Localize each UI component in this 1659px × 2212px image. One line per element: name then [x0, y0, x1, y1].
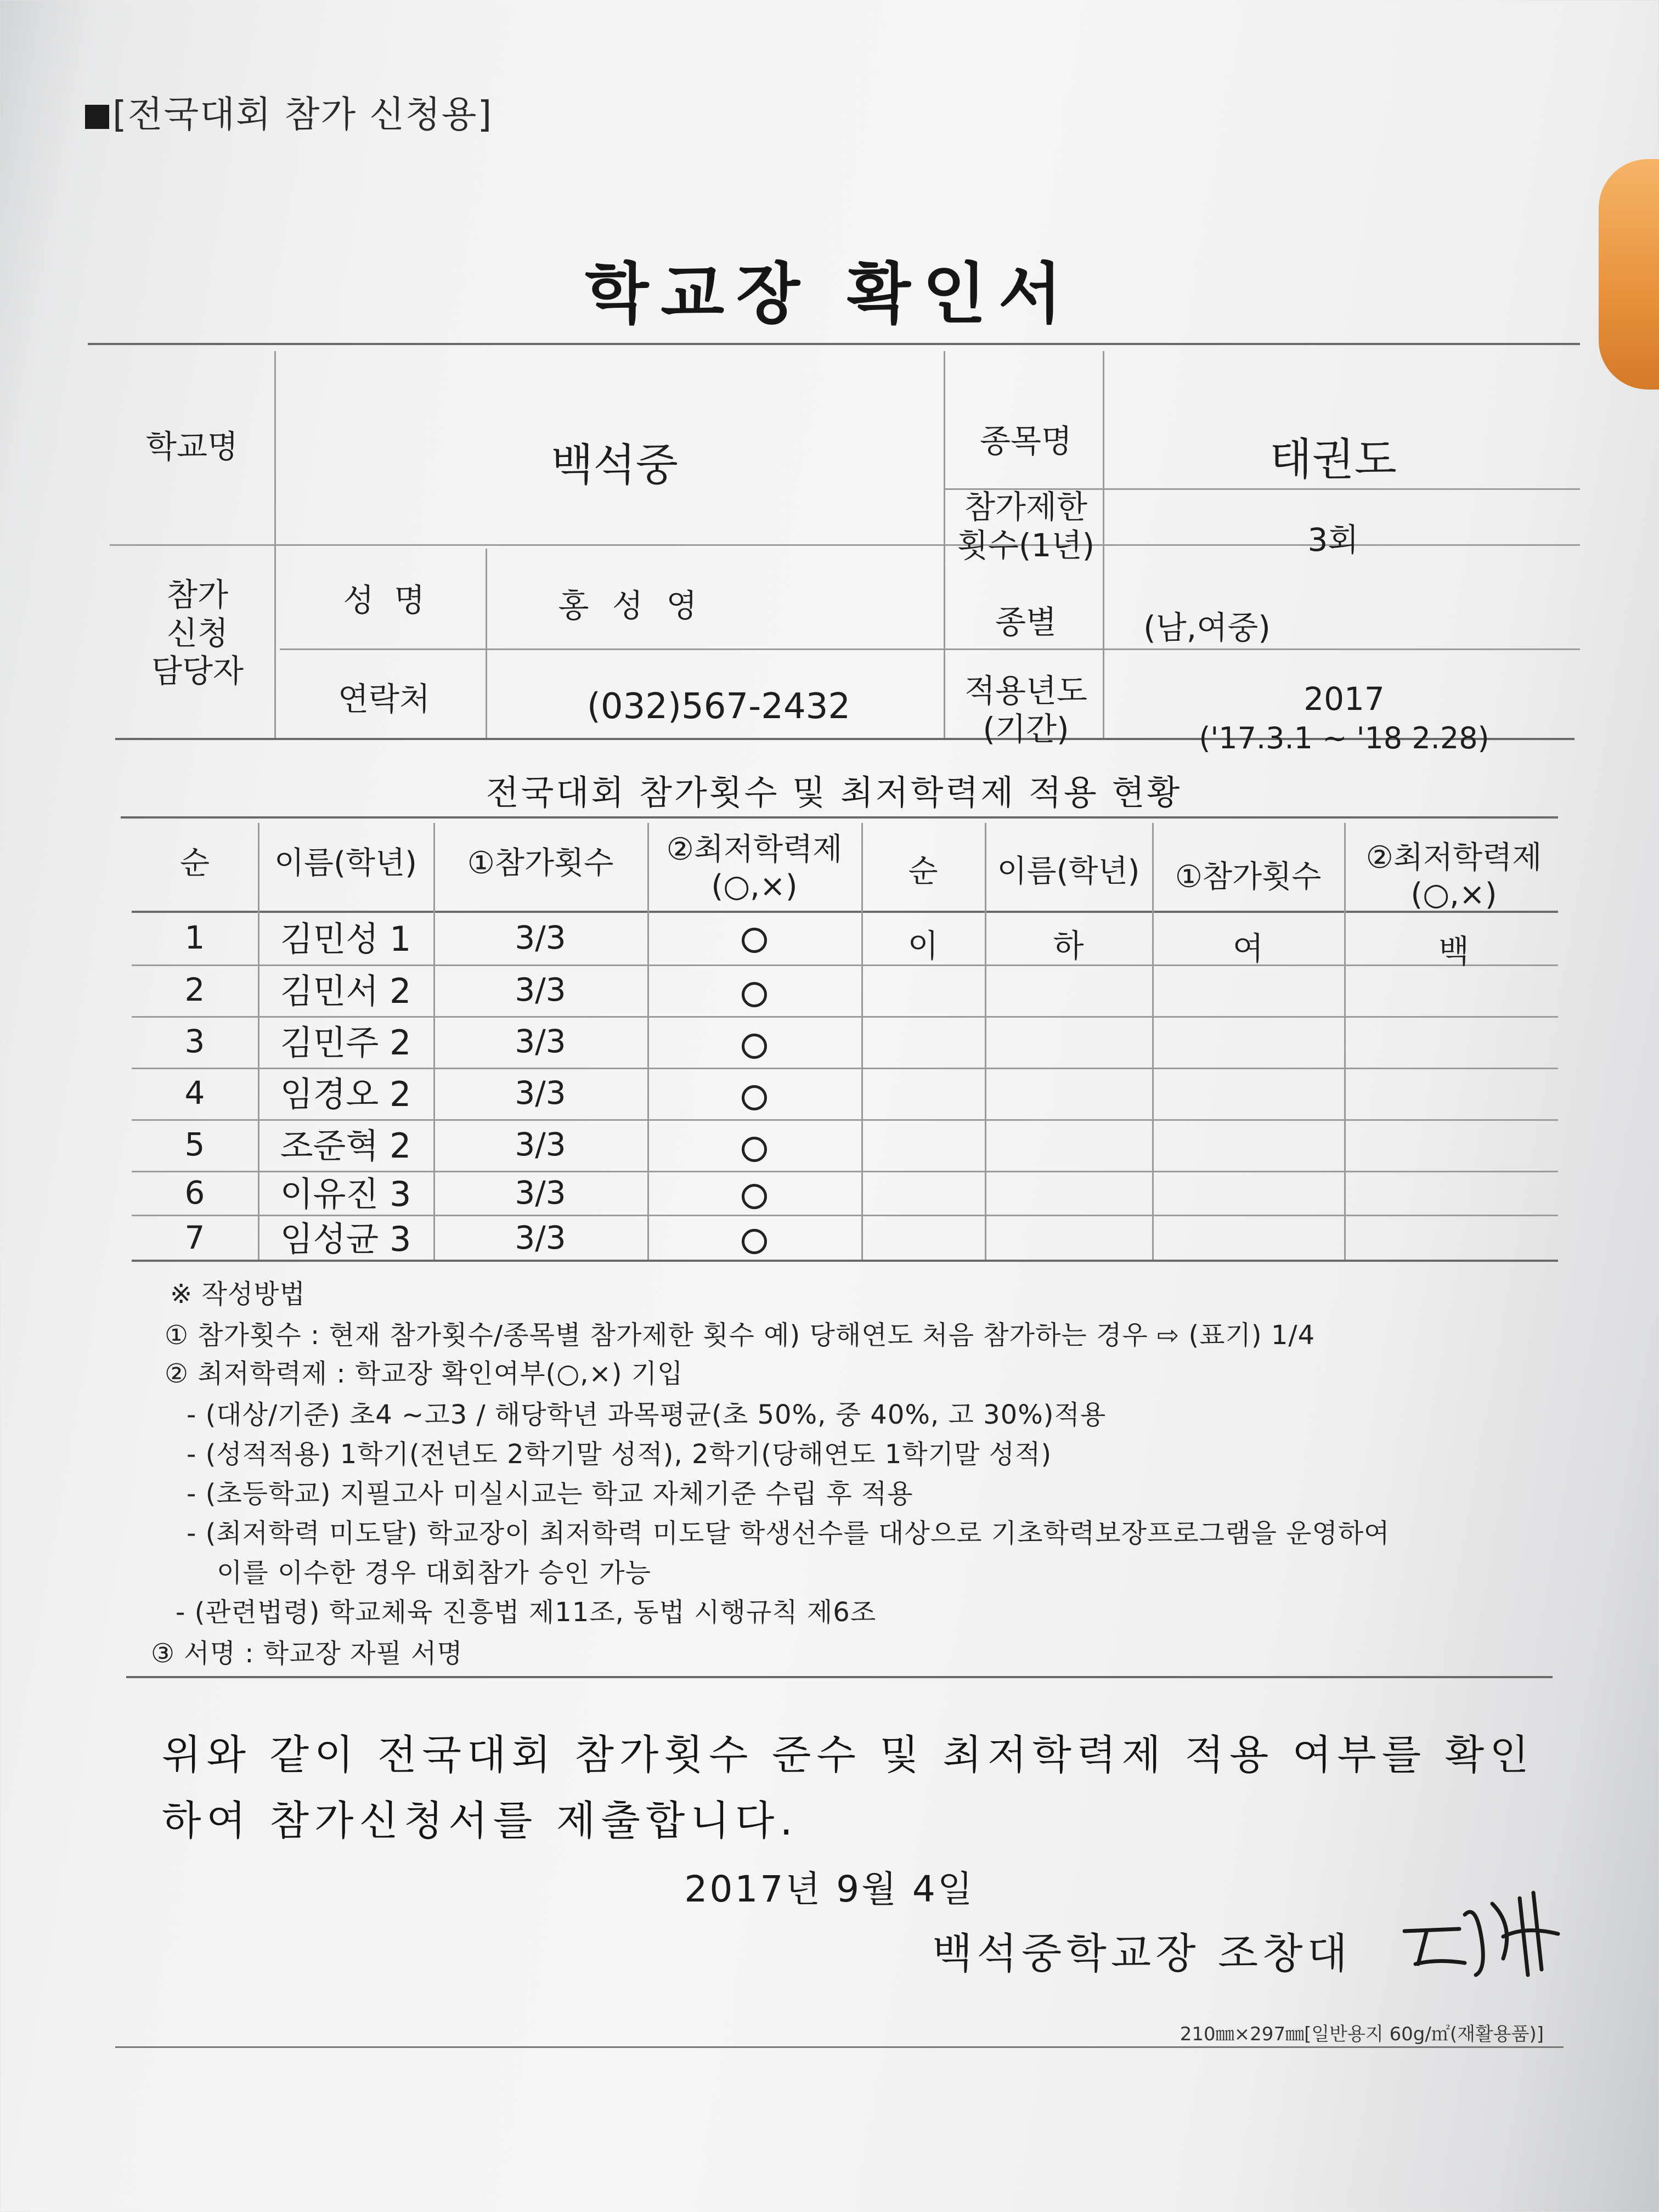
limit-value: 3회 — [1307, 521, 1359, 558]
circle-mark-icon — [742, 928, 767, 953]
row-1-name: 김민성 1 — [280, 919, 411, 959]
row-1-mark — [647, 923, 861, 962]
row-7-count: 3/3 — [515, 1219, 566, 1256]
circle-mark-icon — [742, 1034, 767, 1059]
school-name-label: 학교명 — [145, 428, 239, 465]
circle-mark-icon — [742, 1229, 767, 1254]
row-6-count: 3/3 — [515, 1174, 566, 1211]
footer-paper-note: 210㎜×297㎜[일반용지 60g/㎡(재활용품)] — [1180, 2023, 1544, 2045]
instruction-line: - (대상/기준) 초4 ~고3 / 해당학년 과목평균(초 50%, 중 40%, 고 30%)적용 — [187, 1400, 1107, 1430]
row-5-mark — [647, 1132, 861, 1171]
right-row-1-mark: 백 — [1438, 933, 1470, 970]
header-no-right: 순 — [908, 854, 938, 889]
school-name-value: 백석중 — [551, 439, 678, 490]
circle-mark-icon — [742, 1137, 767, 1162]
row-6-mark — [647, 1180, 861, 1218]
contact-person-label: 참가 신청 담당자 — [151, 576, 244, 690]
instructions-heading: ※ 작성방법 — [170, 1279, 306, 1310]
instruction-line: - (성적적용) 1학기(전년도 2학기말 성적), 2학기(당해연도 1학기말 성적) — [187, 1439, 1052, 1470]
row-7-name: 임성균 3 — [280, 1219, 411, 1259]
instruction-line: ③ 서명 : 학교장 자필 서명 — [151, 1638, 463, 1669]
right-row-1-count: 여 — [1232, 930, 1264, 967]
circle-mark-icon — [742, 1085, 767, 1110]
limit-label: 참가제한 횟수(1년) — [957, 488, 1095, 564]
row-5-no: 5 — [184, 1126, 205, 1163]
row-2-no: 2 — [184, 971, 205, 1008]
row-3-name: 김민주 2 — [280, 1023, 411, 1063]
row-5-count: 3/3 — [515, 1126, 566, 1163]
row-4-mark — [647, 1081, 861, 1119]
square-bullet-icon — [85, 105, 109, 129]
table-border — [1103, 351, 1104, 738]
row-6-no: 6 — [184, 1174, 205, 1211]
section-title: 전국대회 참가횟수 및 최저학력제 적용 현황 — [486, 772, 1182, 812]
declaration-line: 하여 참가신청서를 제출합니다. — [162, 1797, 798, 1844]
phone-label: 연락처 — [337, 680, 431, 718]
row-1-count: 3/3 — [515, 919, 566, 956]
row-3-count: 3/3 — [515, 1023, 566, 1060]
gender-value: (남,여중) — [1143, 609, 1271, 646]
table-border — [121, 816, 1558, 819]
name-label: 성 명 — [343, 582, 425, 619]
right-row-1-name: 하 — [1053, 927, 1084, 964]
instruction-line: - (관련법령) 학교체육 진흥법 제11조, 동법 시행규칙 제6조 — [176, 1597, 877, 1628]
gender-label: 종별 — [995, 603, 1057, 641]
row-4-name: 임경오 2 — [280, 1074, 411, 1114]
header-count: ①참가횟수 — [467, 845, 614, 881]
row-3-mark — [647, 1029, 861, 1068]
row-3-no: 3 — [184, 1023, 205, 1060]
right-row-1-no: 이 — [907, 927, 939, 964]
header-no: 순 — [179, 845, 210, 881]
row-1-no: 1 — [184, 919, 205, 956]
instruction-line: - (초등학교) 지필고사 미실시교는 학교 자체기준 수립 후 적용 — [187, 1479, 913, 1509]
row-4-no: 4 — [184, 1074, 205, 1111]
sport-value: 태권도 — [1269, 434, 1397, 485]
document-date: 2017년 9월 4일 — [684, 1868, 975, 1910]
handwritten-signature — [1393, 1882, 1591, 1986]
header-name-right: 이름(학년) — [997, 854, 1140, 889]
document-title: 학교장 확인서 — [585, 256, 1074, 332]
principal-name: 백석중학교장 조창대 — [932, 1929, 1352, 1978]
header-name: 이름(학년) — [274, 845, 417, 881]
circle-mark-icon — [742, 1184, 767, 1209]
table-border — [88, 343, 1580, 345]
circle-mark-icon — [742, 982, 767, 1007]
instruction-line: 이를 이수한 경우 대회참가 승인 가능 — [217, 1558, 651, 1588]
row-4-count: 3/3 — [515, 1074, 566, 1111]
row-5-name: 조준혁 2 — [280, 1126, 411, 1166]
row-2-name: 김민서 2 — [280, 971, 411, 1011]
year-value: 2017 ('17.3.1 ~ '18 2.28) — [1199, 680, 1489, 755]
row-2-mark — [647, 978, 861, 1016]
form-tag: [전국대회 참가 신청용] — [85, 85, 493, 137]
divider — [115, 2046, 1564, 2048]
instruction-line: ① 참가횟수 : 현재 참가횟수/종목별 참가제한 횟수 예) 당해연도 처음 참가하는 경우 ⇨ (표기) 1/4 — [165, 1320, 1316, 1351]
row-6-name: 이유진 3 — [280, 1174, 411, 1214]
row-7-mark — [647, 1224, 861, 1263]
row-7-no: 7 — [184, 1219, 205, 1256]
divider — [126, 1676, 1553, 1678]
sport-label: 종목명 — [979, 422, 1073, 460]
header-count-right: ①참가횟수 — [1175, 859, 1322, 895]
name-value: 홍 성 영 — [558, 587, 704, 624]
year-label: 적용년도 (기간) — [964, 672, 1088, 748]
table-border — [280, 648, 1580, 650]
header-min-academic-right: ②최저학력제 (○,×) — [1365, 840, 1542, 913]
row-2-count: 3/3 — [515, 971, 566, 1008]
phone-value: (032)567-2432 — [586, 686, 851, 727]
instruction-line: - (최저학력 미도달) 학교장이 최저학력 미도달 학생선수를 대상으로 기초학력보장프로그램을 운영하여 — [187, 1518, 1390, 1549]
table-border — [274, 351, 276, 738]
instruction-line: ② 최저학력제 : 학교장 확인여부(○,×) 기입 — [165, 1358, 684, 1389]
declaration-line: 위와 같이 전국대회 참가횟수 준수 및 최저학력제 적용 여부를 확인 — [162, 1731, 1534, 1779]
table-border — [486, 549, 487, 738]
table-border — [944, 351, 945, 738]
header-min-academic: ②최저학력제 (○,×) — [666, 832, 843, 905]
